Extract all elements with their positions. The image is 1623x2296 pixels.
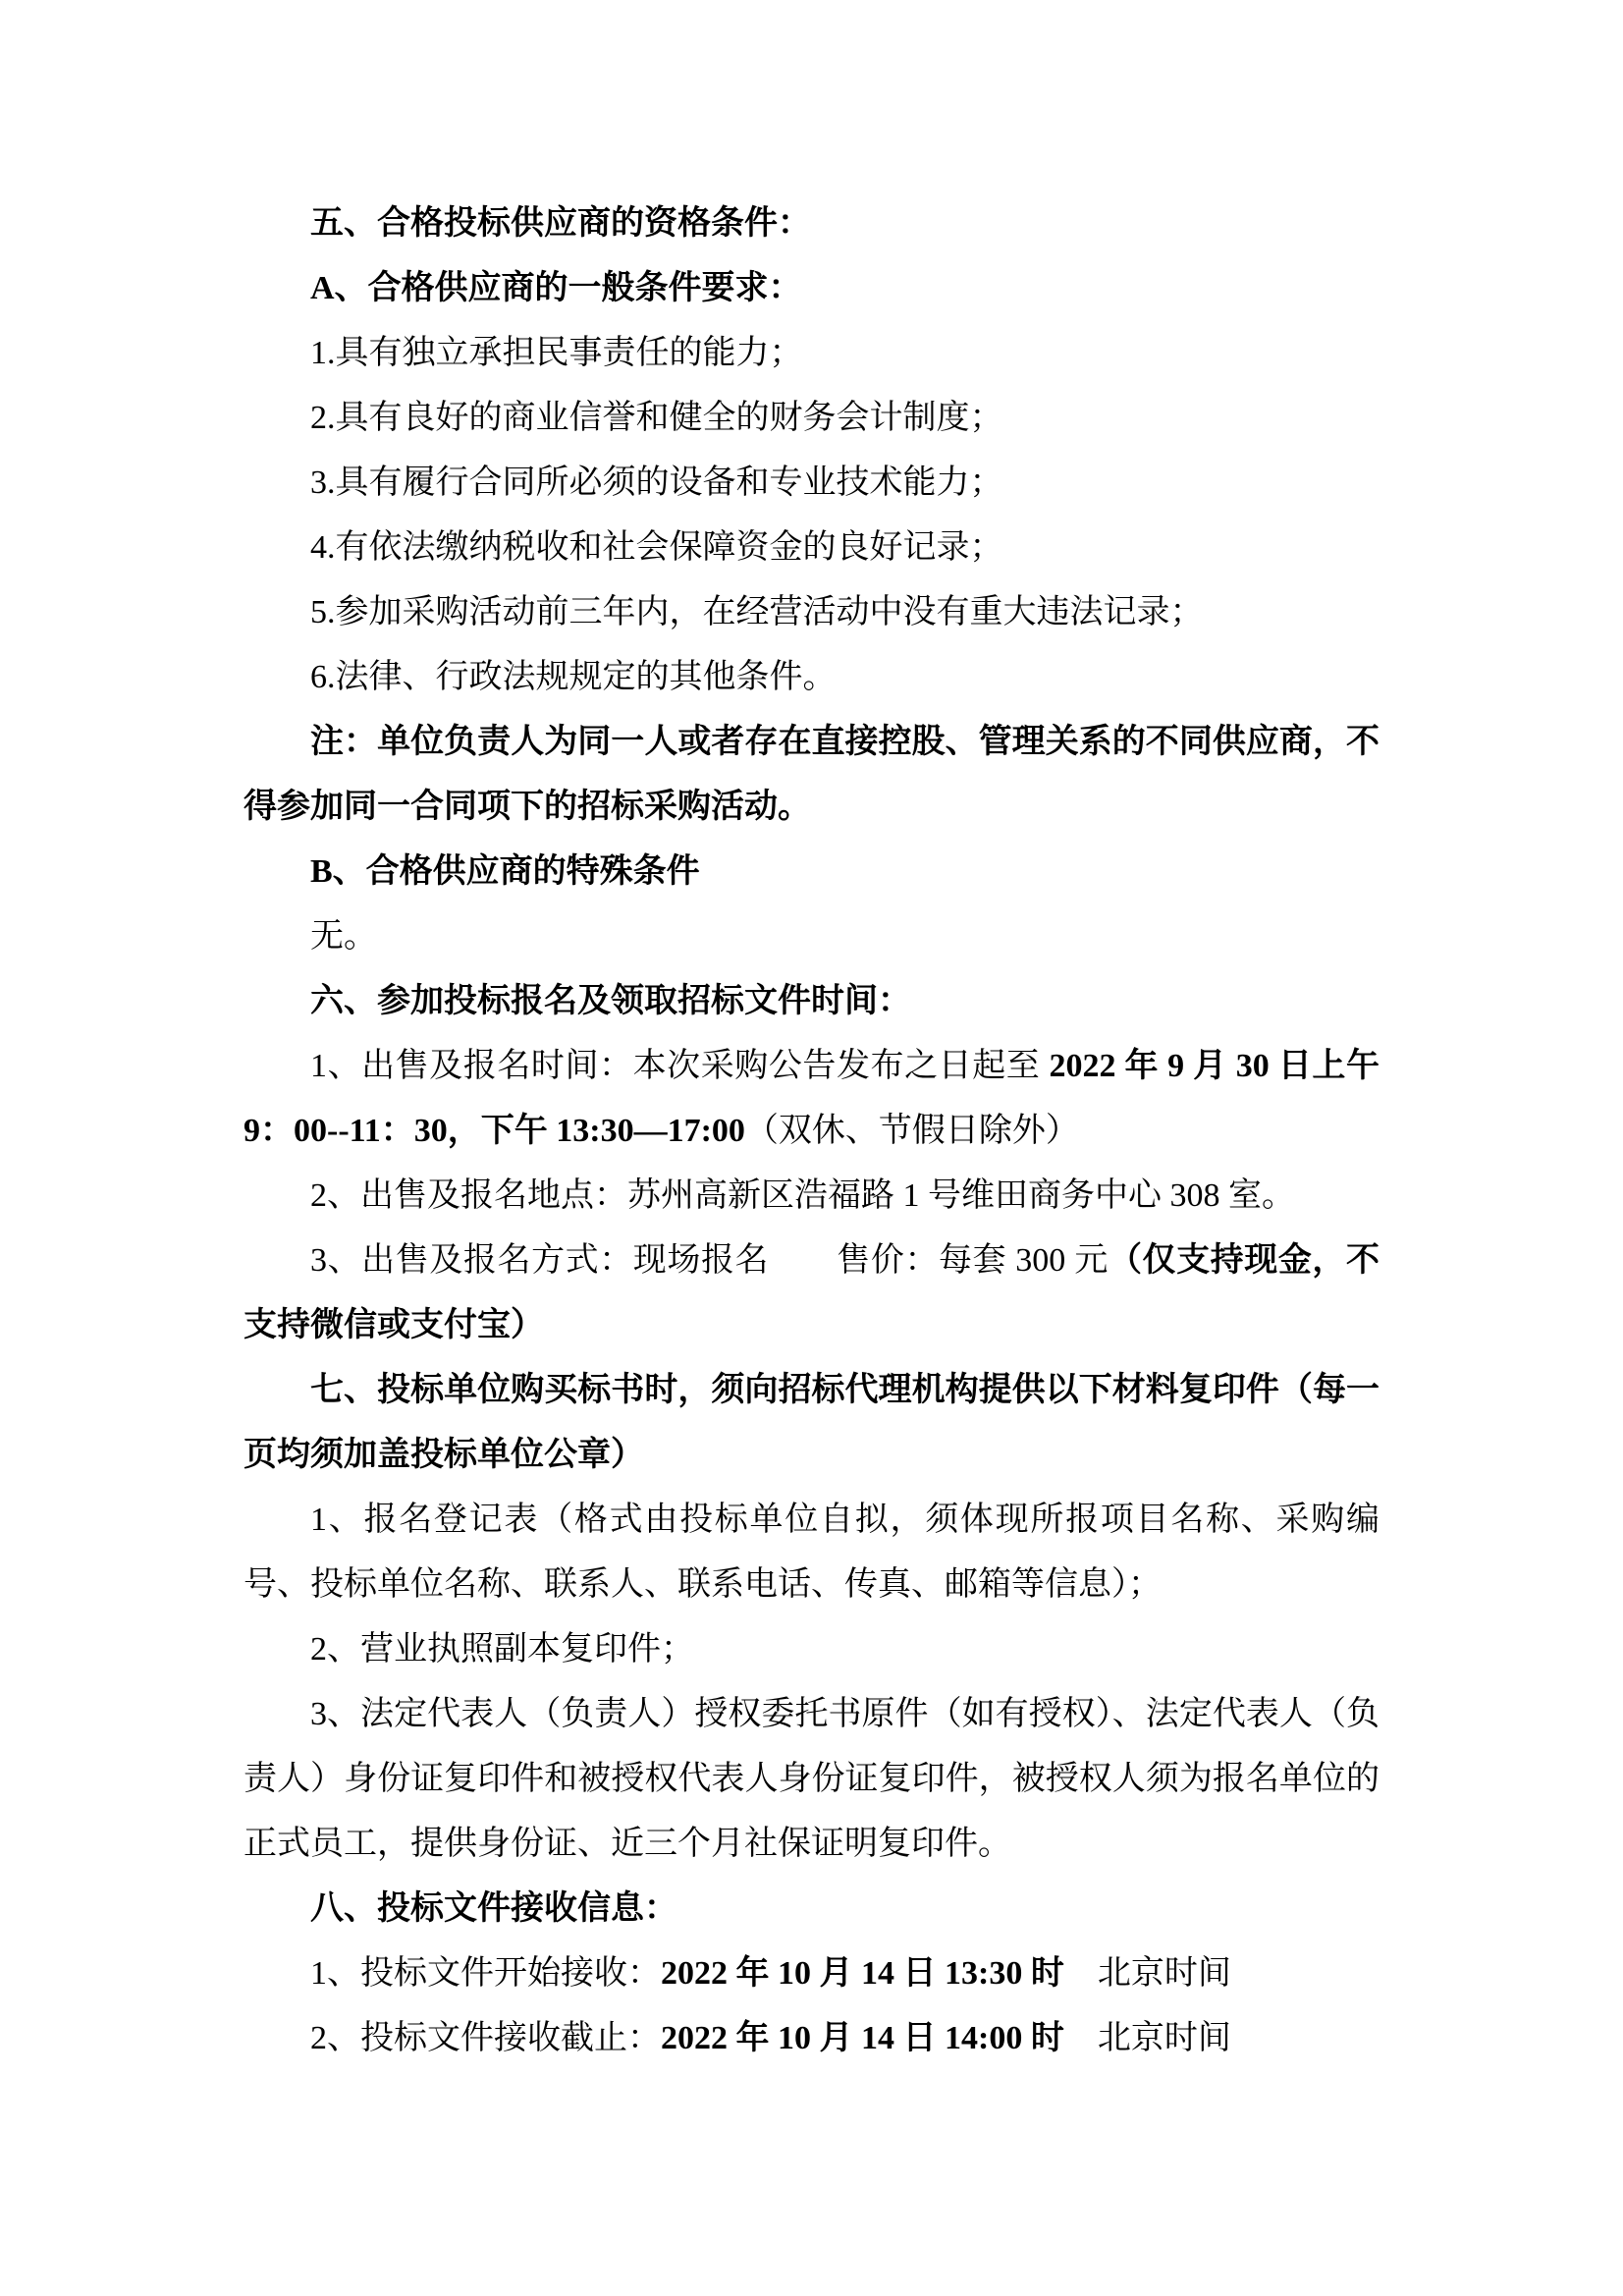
special-condition-none: [243, 904, 1380, 969]
section-5a-heading: [243, 256, 1380, 321]
sale-location-item: [243, 1164, 1380, 1229]
text-run: （双休、节假日除外）: [744, 1113, 1079, 1149]
bold-text-run: 2022 年 9 月 30 日上午 9：00--11：30，下午 13:30—17:00: [243, 1048, 1388, 1149]
note-paragraph: [243, 710, 1380, 840]
bold-text-run: 注：单位负责人为同一人或者存在直接控股、管理关系的不同供应商，不得参加同一合同项下的招标采购活动。: [243, 724, 1380, 825]
section-7-heading: [243, 1358, 1380, 1488]
general-condition-1: [243, 321, 1380, 386]
bold-text-run: 六、参加投标报名及领取招标文件时间：: [310, 983, 911, 1019]
sale-time-item: [243, 1034, 1388, 1164]
document-body: [243, 191, 1388, 2071]
receive-start-item: [243, 1941, 1380, 2006]
bold-text-run: 八、投标文件接收信息：: [310, 1890, 677, 1927]
section-5b-heading: [243, 840, 1380, 904]
text-run: 2、营业执照副本复印件；: [310, 1631, 694, 1667]
text-run: 2、投标文件接收截止：: [310, 2020, 661, 2056]
text-run: 1、投标文件开始接收：: [310, 1955, 661, 1992]
text-run: 5.参加采购活动前三年内，在经营活动中没有重大违法记录；: [310, 594, 1204, 630]
bold-text-run: 2022 年 10 月 14 日 13:30 时: [661, 1955, 1064, 1992]
general-condition-6: [243, 645, 1380, 710]
material-item-2: [243, 1617, 1380, 1682]
text-run: 1.具有独立承担民事责任的能力；: [310, 335, 803, 371]
text-run: 北京时间: [1063, 1955, 1231, 1992]
bold-text-run: 2022 年 10 月 14 日 14:00 时: [661, 2020, 1064, 2056]
text-run: 北京时间: [1063, 2020, 1231, 2056]
text-run: 1、报名登记表（格式由投标单位自拟，须体现所报项目名称、采购编号、投标单位名称、联系人、联系电话、传真、邮箱等信息）；: [243, 1502, 1380, 1603]
text-run: 2、出售及报名地点：苏州高新区浩福路 1 号维田商务中心 308 室。: [310, 1177, 1295, 1214]
text-run: 1、出售及报名时间：本次采购公告发布之日起至: [310, 1048, 1050, 1084]
bold-text-run: B、合格供应商的特殊条件: [310, 853, 700, 890]
section-6-heading: [243, 969, 1380, 1034]
text-run: 4.有依法缴纳税收和社会保障资金的良好记录；: [310, 529, 1003, 566]
text-run: 6.法律、行政法规规定的其他条件。: [310, 659, 837, 695]
text-run: 3、法定代表人（负责人）授权委托书原件（如有授权）、法定代表人（负责人）身份证复印件和被授权代表人身份证复印件，被授权人须为报名单位的正式员工，提供身份证、近三个月社保证明复印件。: [243, 1696, 1380, 1862]
text-run: 3、出售及报名方式：现场报名 售价：每套 300 元: [310, 1242, 1109, 1279]
section-5-heading: [243, 191, 1380, 256]
material-item-1: [243, 1488, 1380, 1617]
general-condition-2: [243, 386, 1380, 451]
receive-deadline-item: [243, 2006, 1380, 2071]
text-run: 2.具有良好的商业信誉和健全的财务会计制度；: [310, 400, 1003, 436]
section-8-heading: [243, 1877, 1380, 1941]
bold-text-run: （仅支持现金，不支持微信或支付宝）: [243, 1242, 1380, 1343]
bold-text-run: A、合格供应商的一般条件要求：: [310, 270, 802, 306]
general-condition-5: [243, 580, 1380, 645]
general-condition-3: [243, 451, 1380, 516]
bold-text-run: 五、合格投标供应商的资格条件：: [310, 205, 811, 242]
material-item-3: [243, 1682, 1380, 1877]
text-run: 3.具有履行合同所必须的设备和专业技术能力；: [310, 465, 1003, 501]
sale-method-item: [243, 1229, 1380, 1358]
text-run: 无。: [310, 918, 377, 955]
general-condition-4: [243, 516, 1380, 580]
bold-text-run: 七、投标单位购买标书时，须向招标代理机构提供以下材料复印件（每一页均须加盖投标单位公章）: [243, 1372, 1380, 1473]
